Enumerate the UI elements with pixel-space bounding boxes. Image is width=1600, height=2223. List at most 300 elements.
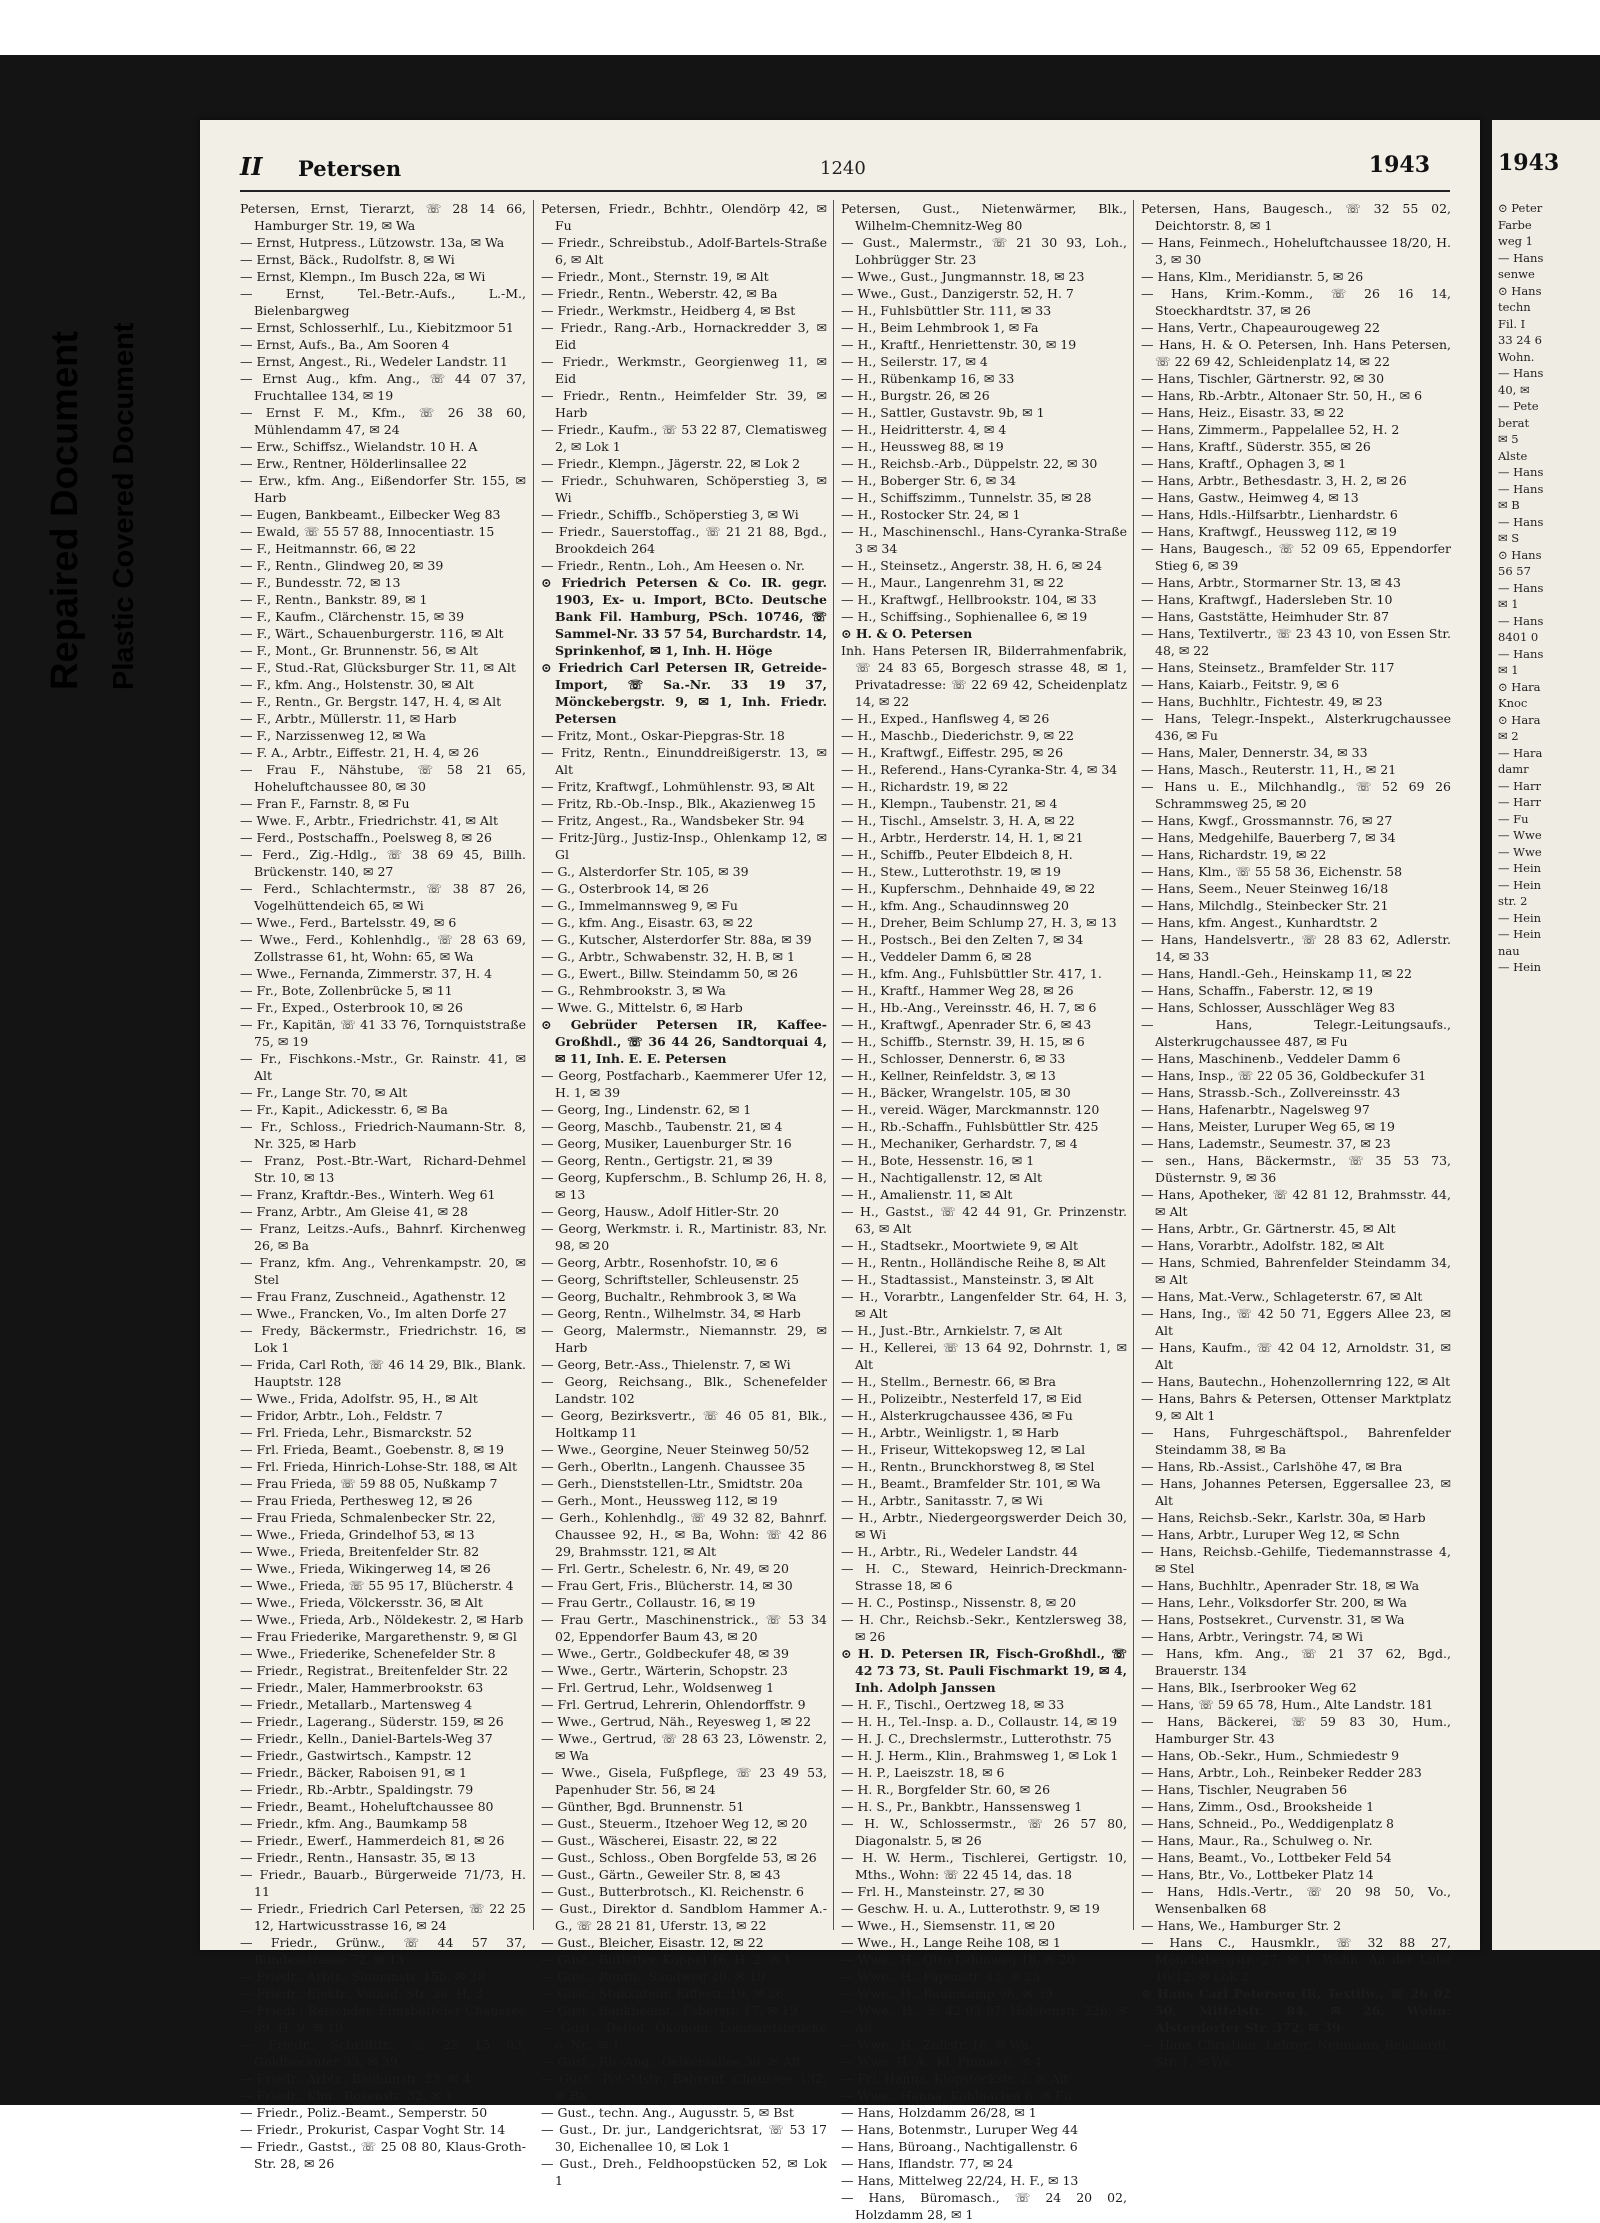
directory-entry: — Wwe., Friederike, Schenefelder Str. 8 (240, 1646, 496, 1661)
directory-entry: — Wwe., H., Papenstr. 43, ✉ 23 (841, 1969, 1041, 1984)
directory-entry: — H., Arbtr., Weinligstr. 1, ✉ Harb (841, 1425, 1059, 1440)
directory-entry: — H., Bote, Hessenstr. 16, ✉ 1 (841, 1153, 1035, 1168)
directory-entry: — Hans, Reichsb.-Gehilfe, Tiedemannstrasse 4, ✉ Stel (1141, 1544, 1451, 1576)
directory-entry: — Hans, Milchdlg., Steinbecker Str. 21 (1141, 898, 1389, 913)
directory-entry: — H., Alsterkrugchaussee 436, ✉ Fu (841, 1408, 1073, 1423)
directory-entry: — Hans, Tischler, Neugraben 56 (1141, 1782, 1348, 1797)
directory-entry: — Gust., Gärtn., Geweiler Str. 8, ✉ 43 (541, 1867, 781, 1882)
directory-entry: — Wwe., H., Zollstr. 16, ✉ Wa (841, 2037, 1029, 2052)
directory-entry: — Ferd., Postschaffn., Poelsweg 8, ✉ 26 (240, 830, 492, 845)
directory-entry: — Georg, Reichsang., Blk., Schenefelder Landstr. 102 (541, 1374, 827, 1406)
directory-entry: — Georg, Schriftsteller, Schleusenstr. 25 (541, 1272, 800, 1287)
directory-entry: — Georg, Maschb., Taubenstr. 21, ✉ 4 (541, 1119, 783, 1134)
directory-entry: — Hans, Gaststätte, Heimhuder Str. 87 (1141, 609, 1390, 624)
directory-entry: — Friedr., Bauarb., Bürgerweide 71/73, H. 11 (240, 1867, 526, 1899)
directory-entry: — Erw., Rentner, Hölderlinsallee 22 (240, 456, 467, 471)
directory-entry: — Frl. Frieda, Beamt., Goebenstr. 8, ✉ 19 (240, 1442, 504, 1457)
next-page-fragment: senwe (1498, 267, 1535, 281)
page-number: 1240 (820, 158, 866, 179)
next-page-fragment: — Hein (1498, 877, 1542, 892)
directory-entry: — Wwe., Frieda, Wikingerweg 14, ✉ 26 (240, 1561, 491, 1576)
directory-entry: — H., Schiffb., Peuter Elbdeich 8, H. (841, 847, 1073, 862)
column-3 (833, 200, 1127, 2222)
directory-entry: — H., Arbtr., Niedergeorgswerder Deich 30, ✉ Wi (841, 1510, 1127, 1542)
directory-entry: — Wwe., Gertrud, ☏ 28 63 23, Löwenstr. 2, ✉ Wa (541, 1731, 827, 1763)
directory-entry: — Hans, Büroang., Nachtigallenstr. 6 (841, 2139, 1078, 2154)
directory-entry: — Hans, Heiz., Eisastr. 33, ✉ 22 (1141, 405, 1345, 420)
directory-entry: — Geschw. H. u. A., Lutterothstr. 9, ✉ 19 (841, 1901, 1100, 1916)
next-page-fragment: — Hans (1498, 250, 1544, 265)
next-page-fragment: str. 2 (1498, 894, 1528, 908)
directory-entry: — H., Polizeibtr., Nesterfeld 17, ✉ Eid (841, 1391, 1082, 1406)
column-4 (1133, 200, 1451, 2069)
directory-entry: — Wwe., Gertr., Wärterin, Schopstr. 23 (541, 1663, 788, 1678)
directory-entry: — Hans, Hdls.-Vertr., ☏ 20 98 50, Vo., Wensenbalken 68 (1141, 1884, 1451, 1916)
directory-entry: — Ernst, Aufs., Ba., Am Sooren 4 (240, 337, 450, 352)
directory-entry: — Fritz, Angest., Ra., Wandsbeker Str. 94 (541, 813, 805, 828)
directory-entry: — H., Kraftwgf., Hellbrookstr. 104, ✉ 33 (841, 592, 1097, 607)
next-page-fragment: — Hans (1498, 366, 1544, 380)
directory-entry: — Hans, Schmied, Bahrenfelder Steindamm 34, ✉ Alt (1141, 1255, 1451, 1287)
directory-entry: — H., Referend., Hans-Cyranka-Str. 4, ✉ 34 (841, 762, 1118, 777)
directory-entry: — Friedr., Bäcker, Raboisen 91, ✉ 1 (240, 1765, 467, 1780)
directory-entry: — Hans, Botenmstr., Luruper Weg 44 (841, 2122, 1079, 2137)
directory-entry: ⊙ Friedrich Carl Petersen IR, Getreide-Import, ☏ Sa.-Nr. 33 19 37, Mönckebergstr. 9, ✉ 1, Inh. Friedr. Petersen (541, 660, 827, 726)
directory-entry: — H., Schlosser, Dennerstr. 6, ✉ 33 (841, 1051, 1066, 1066)
directory-entry: — Friedr., Mont., Sternstr. 19, ✉ Alt (541, 269, 769, 284)
directory-entry: — Georg, Betr.-Ass., Thielenstr. 7, ✉ Wi (541, 1357, 791, 1372)
directory-entry: — Hans, Textilvertr., ☏ 23 43 10, von Essen Str. 48, ✉ 22 (1141, 626, 1451, 658)
directory-entry: — Friedr., Schuhwaren, Schöperstieg 3, ✉ Wi (541, 473, 827, 505)
directory-entry: — Ernst F. M., Kfm., ☏ 26 38 60, Mühlendamm 47, ✉ 24 (240, 405, 526, 437)
directory-entry: — H., Rentn., Holländische Reihe 8, ✉ Alt (841, 1255, 1106, 1270)
directory-entry: — Frl. H., Mansteinstr. 27, ✉ 30 (841, 1884, 1045, 1899)
directory-entry: — Hans, Klm., ☏ 55 58 36, Eichenstr. 58 (1141, 864, 1403, 879)
directory-entry: — Wwe., H., ☏ 42 02 87, Holstenstr. 226, ✉ Alt (841, 2003, 1127, 2035)
directory-entry: — Wwe. G., Mittelstr. 6, ✉ Harb (541, 1000, 743, 1015)
directory-entry: — sen., Hans, Bäckermstr., ☏ 35 53 73, Düsternstr. 9, ✉ 36 (1141, 1153, 1451, 1185)
directory-entry: — Georg, Werkmstr. i. R., Martinistr. 83, Nr. 98, ✉ 20 (541, 1221, 827, 1253)
next-page-fragment: — Harr (1498, 778, 1542, 793)
plastic-covered-document-label: Plastic Covered Document (108, 322, 140, 690)
directory-entry: Petersen, Gust., Nietenwärmer, Blk., Wilhelm-Chemnitz-Weg 80 (841, 201, 1127, 233)
directory-entry: — Friedr., Elektr., Volksd. Str. 38, H. 3 (240, 1986, 483, 2001)
directory-entry: — Hans, Ob.-Sekr., Hum., Schmiedestr 9 (1141, 1748, 1400, 1763)
directory-entry: — Frau F., Nähstube, ☏ 58 21 65, Hoheluftchaussee 80, ✉ 30 (240, 762, 526, 794)
next-page-fragment: ✉ B (1498, 498, 1520, 512)
directory-entry: — H., Maschb., Diederichstr. 9, ✉ 22 (841, 728, 1075, 743)
directory-entry: — Friedr., kfm. Ang., Baumkamp 58 (240, 1816, 468, 1831)
next-page-fragment: 33 24 6 (1498, 333, 1542, 347)
directory-entry: — Hans, Rb.-Arbtr., Altonaer Str. 50, H., ✉ 6 (1141, 388, 1423, 403)
directory-entry: — Wwe., Frieda, Breitenfelder Str. 82 (240, 1544, 480, 1559)
directory-entry: — Hans, Kraftf., Ophagen 3, ✉ 1 (1141, 456, 1347, 471)
directory-entry: — Hans, Reichsb.-Sekr., Karlstr. 30a, ✉ Harb (1141, 1510, 1426, 1525)
next-page-fragment: ✉ S (1498, 531, 1520, 545)
directory-entry: — Wwe., Gust., Danzigerstr. 52, H. 7 (841, 286, 1074, 301)
directory-entry: — Friedr., Lagerang., Süderstr. 159, ✉ 26 (240, 1714, 504, 1729)
directory-entry: — H., Schiffszimm., Tunnelstr. 35, ✉ 28 (841, 490, 1092, 505)
directory-entry: — Friedr., Werkmstr., Heidberg 4, ✉ Bst (541, 303, 796, 318)
directory-entry: ⊙ Friedrich Petersen & Co. IR. gegr. 1903, Ex- u. Import, BCto. Deutsche Bank Fil. Hamburg, PSch. 10746, ☏ Sammel-Nr. 33 57 54, Burchardstr. 14, Sprinkenhof, ✉ 1, Inh. H. Höge (541, 575, 827, 658)
directory-entry: — Frau Frieda, ☏ 59 88 05, Nußkamp 7 (240, 1476, 498, 1491)
directory-entry: — Wwe., Frieda, ☏ 55 95 17, Blücherstr. 4 (240, 1578, 514, 1593)
directory-entry: — Hans, Johannes Petersen, Eggersallee 23, ✉ Alt (1141, 1476, 1451, 1508)
directory-entry: — Gust., Rentn., Sandweg 40, ✉ 19 (541, 1969, 766, 1984)
directory-entry: — H., Sattler, Gustavstr. 9b, ✉ 1 (841, 405, 1045, 420)
directory-entry: — Gust., Direktor d. Sandblom Hammer A.-G., ☏ 28 21 81, Uferstr. 13, ✉ 22 (541, 1901, 827, 1933)
directory-entry: — H., Beamt., Bramfelder Str. 101, ✉ Wa (841, 1476, 1101, 1491)
directory-entry: — Wwe., Ferd., Kohlenhdlg., ☏ 28 63 69, Zollstrasse 61, ht, Wohn: 65, ✉ Wa (240, 932, 526, 964)
directory-entry: — Hans, Vorarbtr., Adolfstr. 182, ✉ Alt (1141, 1238, 1385, 1253)
directory-entry: — Fran F., Farnstr. 8, ✉ Fu (240, 796, 410, 811)
directory-entry: — Franz, Kraftdr.-Bes., Winterh. Weg 61 (240, 1187, 496, 1202)
column-2 (533, 200, 827, 2188)
directory-entry: — Frau Gertr., Maschinenstrick., ☏ 53 34 02, Eppendorfer Baum 43, ✉ 20 (541, 1612, 827, 1644)
directory-entry: — Franz, Arbtr., Am Gleise 41, ✉ 28 (240, 1204, 468, 1219)
directory-entry: — Friedr., Rentn., Heimfelder Str. 39, ✉ Harb (541, 388, 827, 420)
directory-entry: — Hans, Zimm., Osd., Brooksheide 1 (1141, 1799, 1375, 1814)
directory-entry: — Gerh., Kohlenhdlg., ☏ 49 32 82, Bahnrf. Chaussee 92, H., ✉ Ba, Wohn: ☏ 42 86 29, Brahmsstr. 121, ✉ Alt (541, 1510, 827, 1559)
directory-entry: — Georg, Buchaltr., Rehmbrook 3, ✉ Wa (541, 1289, 797, 1304)
directory-entry: — Wwe., Ferd., Bartelsstr. 49, ✉ 6 (240, 915, 457, 930)
next-page-fragment: — Hein (1498, 927, 1542, 941)
directory-entry: — Friedr., Ewerf., Hammerdeich 81, ✉ 26 (240, 1833, 505, 1848)
directory-entry: — Friedr., Rang.-Arb., Hornackredder 3, ✉ Eid (541, 320, 827, 352)
directory-entry: — Georg, Musiker, Lauenburger Str. 16 (541, 1136, 792, 1151)
directory-entry: — Friedr., Rentn., Hansastr. 35, ✉ 13 (240, 1850, 476, 1865)
directory-entry: — Wwe., Francken, Vo., Im alten Dorfe 27 (240, 1306, 507, 1321)
directory-entry: — Frau Frieda, Schmalenbecker Str. 22, (240, 1510, 496, 1525)
directory-entry: — Hans, Arbtr., Loh., Reinbeker Redder 283 (1141, 1765, 1422, 1780)
directory-entry: — Gerh., Dienststellen-Ltr., Smidtstr. 20a (541, 1476, 803, 1491)
directory-entry: — Hans, Medgehilfe, Bauerberg 7, ✉ 34 (1141, 830, 1396, 845)
directory-page (200, 120, 1480, 2222)
directory-entry: — Ernst, Klempn., Im Busch 22a, ✉ Wi (240, 269, 486, 284)
directory-entry: — Friedr., Kaufm., ☏ 53 22 87, Clematisweg 2, ✉ Lok 1 (541, 422, 827, 454)
directory-entry: — Friedr., Beamt., Hoheluftchaussee 80 (240, 1799, 494, 1814)
directory-entry: — H. W., Schlossermstr., ☏ 26 57 80, Diagonalstr. 5, ✉ 26 (841, 1816, 1127, 1848)
directory-entry: — G., Osterbrook 14, ✉ 26 (541, 881, 709, 896)
directory-entry: — Hans C., Hausmklr., ☏ 32 88 27, Mönckebergstr. 27, ✉ 1, Wohn. An der Lohe 10/12, ✉ Lok 2 (1141, 1935, 1451, 1984)
directory-entry: — Friedr., Schreibstub., Adolf-Bartels-Straße 6, ✉ Alt (541, 235, 827, 267)
directory-entry: — Wwe., Hanna, Kohlgarten 8, ✉ Fu (841, 2088, 1072, 2103)
next-page-year: 1943 (1498, 150, 1560, 176)
next-page-fragment: ✉ 5 (1498, 432, 1519, 446)
directory-entry: — G., Immelmannsweg 9, ✉ Fu (541, 898, 738, 913)
directory-entry: — Fr., Fischkons.-Mstr., Gr. Rainstr. 41, ✉ Alt (240, 1051, 526, 1083)
directory-entry: — Hans, kfm. Angest., Kunhardtstr. 2 (1141, 915, 1378, 930)
directory-entry: — F., Kaufm., Clärchenstr. 15, ✉ 39 (240, 609, 465, 624)
directory-entry: — G., Arbtr., Schwabenstr. 32, H. B, ✉ 1 (541, 949, 795, 964)
directory-entry: — Gerh., Mont., Heussweg 112, ✉ 19 (541, 1493, 778, 1508)
directory-entry: — Hans, Kraftwgf., Hadersleben Str. 10 (1141, 592, 1393, 607)
directory-entry: — H., Arbtr., Sanitasstr. 7, ✉ Wi (841, 1493, 1043, 1508)
directory-entry: — Hans, Kwgf., Grossmannstr. 76, ✉ 27 (1141, 813, 1393, 828)
directory-entry: — F., Stud.-Rat, Glücksburger Str. 11, ✉ Alt (240, 660, 516, 675)
directory-entry: — H., Boberger Str. 6, ✉ 34 (841, 473, 1017, 488)
page-header (240, 150, 1450, 192)
directory-entry: — Erw., Schiffsz., Wielandstr. 10 H. A (240, 439, 478, 454)
next-page-fragment: — Hans (1498, 514, 1544, 529)
next-page-fragment: ⊙ Hans (1498, 283, 1542, 298)
next-page-fragment: Farbe (1498, 217, 1532, 232)
directory-entry: — H. J. Herm., Klin., Brahmsweg 1, ✉ Lok 1 (841, 1748, 1119, 1763)
directory-entry: — F., kfm. Ang., Holstenstr. 30, ✉ Alt (240, 677, 474, 692)
directory-entry: — Hans, Handelsvertr., ☏ 28 83 62, Adlerstr. 14, ✉ 33 (1141, 932, 1451, 964)
directory-entry: — Friedr., Rb.-Arbtr., Spaldingstr. 79 (240, 1782, 474, 1797)
directory-entry: — Hans, Maschinenb., Veddeler Damm 6 (1141, 1051, 1401, 1066)
directory-entry: — F., Wärt., Schauenburgerstr. 116, ✉ Alt (240, 626, 504, 641)
directory-entry: — Gust., Detlof, Ökonom, Lombardsbrücke o. Nr., ✉ 1 (541, 2020, 827, 2052)
directory-entry: — H., Beim Lehmbrook 1, ✉ Fa (841, 320, 1039, 335)
directory-entry: — Hans, Tischler, Gärtnerstr. 92, ✉ 30 (1141, 371, 1385, 386)
directory-entry: Petersen, Ernst, Tierarzt, ☏ 28 14 66, Hamburger Str. 19, ✉ Wa (240, 201, 526, 233)
directory-entry: — Hans, ☏ 59 65 78, Hum., Alte Landstr. 181 (1141, 1697, 1434, 1712)
directory-entry: — Ernst, Hutpress., Lützowstr. 13a, ✉ Wa (240, 235, 505, 250)
directory-entry: — H., Heussweg 88, ✉ 19 (841, 439, 1004, 454)
directory-entry: — Hans, Masch., Reuterstr. 11, H., ✉ 21 (1141, 762, 1397, 777)
directory-entry: — Fr., Lange Str. 70, ✉ Alt (240, 1085, 408, 1100)
directory-entry: — Frau Franz, Zuschneid., Agathenstr. 12 (240, 1289, 506, 1304)
directory-entry: — Fr., Bote, Zollenbrücke 5, ✉ 11 (240, 983, 453, 998)
directory-entry: — Fritz, Rb.-Ob.-Insp., Blk., Akazienweg 15 (541, 796, 816, 811)
directory-entry: — Gust., Pol.-Mstr., Bahrenf. Chaussee 132, ✉ Ba (541, 2071, 827, 2103)
next-page-fragment: nau (1498, 943, 1520, 958)
directory-entry: — Georg, Hausw., Adolf Hitler-Str. 20 (541, 1204, 779, 1219)
directory-entry: — Friedr., Grünw., ☏ 44 57 37, Bundesstrasse 72, ✉ 13 (240, 1935, 526, 1967)
directory-entry: — Ernst Aug., kfm. Ang., ☏ 44 07 37, Fruchtallee 134, ✉ 19 (240, 371, 526, 403)
next-page-fragment: — Hein (1498, 960, 1542, 974)
directory-entry: — Günther, Bgd. Brunnenstr. 51 (541, 1799, 745, 1814)
directory-entry: — H., Kraftwgf., Apenrader Str. 6, ✉ 43 (841, 1017, 1092, 1032)
next-page-fragment: — Wwe (1498, 844, 1542, 859)
next-page-fragment: ⊙ Hara (1498, 679, 1541, 694)
directory-entry: ⊙ Gebrüder Petersen IR, Kaffee-Großhdl., ☏ 36 44 26, Sandtorquai 4, ✉ 11, Inh. E. E. Petersen (541, 1017, 827, 1066)
directory-entry: — Friedr., Sauerstoffag., ☏ 21 21 88, Bgd., Brookdeich 264 (541, 524, 827, 556)
directory-entry: — H., Kraftwgf., Eiffestr. 295, ✉ 26 (841, 745, 1064, 760)
directory-entry: — Hans, Arbtr., Gr. Gärtnerstr. 45, ✉ Alt (1141, 1221, 1396, 1236)
directory-entry: — Wwe., H., Lange Reihe 108, ✉ 1 (841, 1935, 1061, 1950)
directory-entry: — F., Narzissenweg 12, ✉ Wa (240, 728, 426, 743)
directory-entry: — H., Rb.-Schaffn., Fuhlsbüttler Str. 425 (841, 1119, 1099, 1134)
directory-entry: — H., Stadtsekr., Moortwiete 9, ✉ Alt (841, 1238, 1078, 1253)
directory-entry: ⊙ Hans Carl Petersen IR, Textilw., ☏ 26 02 50, Mittelstr. 84, ✉ 26, Wohn: Alsterdorfer Str. 372, ✉ 39 (1141, 1986, 1451, 2035)
directory-entry: — Gust., Butterbrotsch., Kl. Reichenstr. 6 (541, 1884, 804, 1899)
directory-entry: — H. J. C., Drechslermstr., Lutterothstr. 75 (841, 1731, 1112, 1746)
directory-entry: — Hans, Steinsetz., Bramfelder Str. 117 (1141, 660, 1395, 675)
directory-entry: — Friedr., Schriftltr., ☏ 22 15 03, Goldbeckufer 33, ✉ 39 (240, 2037, 526, 2069)
directory-entry: — Wwe., H., Baumkamp 98, ✉ 39 (841, 1986, 1053, 2001)
directory-entry: — H., Heidritterstr. 4, ✉ 4 (841, 422, 1007, 437)
directory-entry: — Hans, Strassb.-Sch., Zollvereinsstr. 43 (1141, 1085, 1401, 1100)
directory-entry: — Friedr., Gastwirtsch., Kampstr. 12 (240, 1748, 472, 1763)
directory-entry: — Friedr., Maler, Hammerbrookstr. 63 (240, 1680, 484, 1695)
directory-entry: — Hans, H. & O. Petersen, Inh. Hans Petersen, ☏ 22 69 42, Schleidenplatz 14, ✉ 22 (1141, 337, 1451, 369)
directory-entry: — Frau Frieda, Perthesweg 12, ✉ 26 (240, 1493, 473, 1508)
next-page-fragment: Alste (1498, 448, 1528, 463)
directory-entry: — H., Steinsetz., Angerstr. 38, H. 6, ✉ 24 (841, 558, 1103, 573)
directory-entry: ⊙ H. & O. Petersen (841, 626, 973, 641)
directory-entry: — H., Exped., Hanflsweg 4, ✉ 26 (841, 711, 1050, 726)
directory-entry: — H. F., Tischl., Oertzweg 18, ✉ 33 (841, 1697, 1065, 1712)
directory-entry: — Hans, Gastw., Heimweg 4, ✉ 13 (1141, 490, 1359, 505)
directory-entry: — Franz, Post.-Btr.-Wart, Richard-Dehmel Str. 10, ✉ 13 (240, 1153, 526, 1185)
next-page-fragment: techn (1498, 300, 1531, 314)
directory-entry: — Fredy, Bäckermstr., Friedrichstr. 16, ✉ Lok 1 (240, 1323, 526, 1355)
directory-entry: — Gust., Stukkateur, Eiffestr. 19, ✉ 26 (541, 1986, 784, 2001)
directory-entry: — Frl. Gertrud, Lehr., Woldsenweg 1 (541, 1680, 775, 1695)
directory-entry: ⊙ H. D. Petersen IR, Fisch-Großhdl., ☏ 42 73 73, St. Pauli Fischmarkt 19, ✉ 4, Inh. Adolph Janssen (841, 1646, 1127, 1695)
directory-entry: — Franz, Leitzs.-Aufs., Bahnrf. Kirchenweg 26, ✉ Ba (240, 1221, 526, 1253)
directory-entry: — Friedr., Registrat., Breitenfelder Str. 22 (240, 1663, 509, 1678)
directory-entry: — H., vereid. Wäger, Marckmannstr. 120 (841, 1102, 1100, 1117)
directory-entry: — Gust., Schloss., Oben Borgfelde 53, ✉ 26 (541, 1850, 817, 1865)
directory-entry: — H., Reichsb.-Arb., Düppelstr. 22, ✉ 30 (841, 456, 1098, 471)
directory-entry: — Fr., Schloss., Friedrich-Naumann-Str. 8, Nr. 325, ✉ Harb (240, 1119, 526, 1151)
directory-entry: — F., Arbtr., Müllerstr. 11, ✉ Harb (240, 711, 457, 726)
directory-entry: — Gust., Dr. jur., Landgerichtsrat, ☏ 53 17 30, Eichenallee 10, ✉ Lok 1 (541, 2122, 827, 2154)
directory-entry: — Frau Gert, Fris., Blücherstr. 14, ✉ 30 (541, 1578, 793, 1593)
directory-entry: — Frau Gertr., Collaustr. 16, ✉ 19 (541, 1595, 756, 1610)
directory-entry: — Georg, Rentn., Wilhelmstr. 34, ✉ Harb (541, 1306, 801, 1321)
directory-entry: — G., Ewert., Billw. Steindamm 50, ✉ 26 (541, 966, 798, 981)
next-page-fragment: ✉ 2 (1498, 729, 1519, 743)
directory-entry: — Frl. Frieda, Hinrich-Lohse-Str. 188, ✉ Alt (240, 1459, 518, 1474)
directory-entry: — Frau Friederike, Margarethenstr. 9, ✉ Gl (240, 1629, 517, 1644)
directory-entry: — H., Stellm., Bernestr. 66, ✉ Bra (841, 1374, 1056, 1389)
next-page-fragment: weg 1 (1498, 234, 1533, 248)
side-labels (40, 190, 190, 710)
directory-columns (240, 200, 1451, 2222)
section-number: II (240, 152, 263, 181)
directory-entry: — H., Stew., Lutterothstr. 19, ✉ 19 (841, 864, 1061, 879)
year-label: 1943 (1368, 152, 1430, 178)
directory-entry: — Hans, Baugesch., ☏ 52 09 65, Eppendorfer Stieg 6, ✉ 39 (1141, 541, 1451, 573)
directory-entry: — H. W. Herm., Tischlerei, Gertigstr. 10, Mths., Wohn: ☏ 22 45 14, das. 18 (841, 1850, 1127, 1882)
directory-entry: — Georg, Postfacharb., Kaemmerer Ufer 12, H. 1, ✉ 39 (541, 1068, 827, 1100)
directory-entry: — F., Bundesstr. 72, ✉ 13 (240, 575, 401, 590)
directory-entry: — Hans, Meister, Luruper Weg 65, ✉ 19 (1141, 1119, 1395, 1134)
directory-entry: — F., Rentn., Glindweg 20, ✉ 39 (240, 558, 444, 573)
directory-entry: — F., Rentn., Bankstr. 89, ✉ 1 (240, 592, 428, 607)
directory-entry: — Hans, Postsekret., Curvenstr. 31, ✉ Wa (1141, 1612, 1405, 1627)
next-page-fragment: ⊙ Hara (1498, 712, 1541, 727)
directory-entry: — Hans, Telegr.-Leitungsaufs., Alsterkrugchaussee 487, ✉ Fu (1141, 1017, 1451, 1049)
directory-entry: — Hans, Zimmerm., Pappelallee 52, H. 2 (1141, 422, 1400, 437)
directory-entry: — Ernst, Bäck., Rudolfstr. 8, ✉ Wi (240, 252, 455, 267)
directory-entry: — Georg, Rentn., Gertigstr. 21, ✉ 39 (541, 1153, 773, 1168)
directory-entry: — H., Just.-Btr., Arnkielstr. 7, ✉ Alt (841, 1323, 1063, 1338)
directory-entry: — Friedr., Friedrich Carl Petersen, ☏ 22 25 12, Hartwicusstrasse 16, ✉ 24 (240, 1901, 526, 1933)
next-page-fragment: — Hans (1498, 481, 1544, 496)
directory-entry: — H., Veddeler Damm 6, ✉ 28 (841, 949, 1032, 964)
repaired-document-label: Repaired Document (44, 331, 86, 690)
directory-entry: — Eugen, Bankbeamt., Eilbecker Weg 83 (240, 507, 501, 522)
directory-entry: — Hans, Insp., ☏ 22 05 36, Goldbeckufer 31 (1141, 1068, 1427, 1083)
directory-entry: — Fritz-Jürg., Justiz-Insp., Ohlenkamp 12, ✉ Gl (541, 830, 827, 862)
next-page-fragment: — Hans (1498, 646, 1544, 661)
directory-entry: — H., Rentn., Brunckhorstweg 8, ✉ Stel (841, 1459, 1095, 1474)
directory-entry: — Hans, Beamt., Vo., Lottbeker Feld 54 (1141, 1850, 1392, 1865)
directory-entry: — H., Mechaniker, Gerhardstr. 7, ✉ 4 (841, 1136, 1078, 1151)
directory-entry: — Hans, Vertr., Chapeaurougeweg 22 (1141, 320, 1380, 335)
directory-entry: — H., Vorarbtr., Langenfelder Str. 64, H. 3, ✉ Alt (841, 1289, 1127, 1321)
directory-entry: — Ferd., Schlachtermstr., ☏ 38 87 26, Vogelhüttendeich 65, ✉ Wi (240, 881, 526, 913)
directory-entry: — Fritz, Mont., Oskar-Piepgras-Str. 18 (541, 728, 785, 743)
directory-entry: — Hans, Bautechn., Hohenzollernring 122, ✉ Alt (1141, 1374, 1451, 1389)
directory-entry: — Wwe., Frida, Adolfstr. 95, H., ✉ Alt (240, 1391, 478, 1406)
directory-entry: — Hans, Ing., ☏ 42 50 71, Eggers Allee 23, ✉ Alt (1141, 1306, 1451, 1338)
directory-entry: — Wwe., H., Otto Lehmweg 18, ✉ 20 (841, 1952, 1075, 1967)
directory-entry: — Friedr., Arbtr., Balduinstr. 23, ✉ 4 (240, 2071, 471, 2086)
directory-entry: — F. A., Arbtr., Eiffestr. 21, H. 4, ✉ 26 (240, 745, 479, 760)
directory-entry: — H., Kraftf., Hammer Weg 28, ✉ 26 (841, 983, 1074, 998)
directory-entry: — Georg, Bezirksvertr., ☏ 46 05 81, Blk., Holtkamp 11 (541, 1408, 827, 1440)
directory-entry: — Hans, Arbtr., Luruper Weg 12, ✉ Schn (1141, 1527, 1400, 1542)
directory-entry: — H., Dreher, Beim Schlump 27, H. 3, ✉ 13 (841, 915, 1117, 930)
directory-entry: — F., Rentn., Gr. Bergstr. 147, H. 4, ✉ Alt (240, 694, 502, 709)
directory-entry: — Ernst, Angest., Ri., Wedeler Landstr. 11 (240, 354, 508, 369)
directory-entry: — Fr., Kapitän, ☏ 41 33 76, Tornquiststraße 75, ✉ 19 (240, 1017, 526, 1049)
directory-entry: — Frida, Carl Roth, ☏ 46 14 29, Blk., Blank. Hauptstr. 128 (240, 1357, 526, 1389)
directory-entry: — Hans, Kaiarb., Feitstr. 9, ✉ 6 (1141, 677, 1340, 692)
directory-entry: — Ernst, Schlosserhlf., Lu., Kiebitzmoor 51 (240, 320, 514, 335)
directory-entry: — Hans, Fuhrgeschäftspol., Bahrenfelder Steindamm 38, ✉ Ba (1141, 1425, 1451, 1457)
directory-entry: — Hans, Seem., Neuer Steinweg 16/18 (1141, 881, 1389, 896)
directory-entry: — H. Chr., Reichsb.-Sekr., Kentzlersweg 38, ✉ 26 (841, 1612, 1127, 1644)
next-page-fragment: 40, ✉ (1498, 382, 1530, 397)
next-page-fragment: damr (1498, 762, 1529, 776)
directory-entry: — Wwe., Gertrud, Näh., Reyesweg 1, ✉ 22 (541, 1714, 812, 1729)
directory-entry: — H., Klempn., Taubenstr. 21, ✉ 4 (841, 796, 1058, 811)
directory-entry: Petersen, Hans, Baugesch., ☏ 32 55 02, Deichtorstr. 8, ✉ 1 (1141, 201, 1451, 233)
directory-entry: — Frl. Frieda, Lehr., Bismarckstr. 52 (240, 1425, 473, 1440)
next-page-fragment: ✉ 1 (1498, 663, 1519, 677)
directory-entry: — Gust., Wäscherei, Eisastr. 22, ✉ 22 (541, 1833, 778, 1848)
directory-entry: — Gust., Butletter, Koppel 46, H. 2, ✉ 1 (541, 1952, 792, 1967)
directory-entry: — Hans, Klm., Meridianstr. 5, ✉ 26 (1141, 269, 1364, 284)
next-page-fragment: berat (1498, 415, 1530, 430)
directory-entry: — H., Friseur, Wittekopsweg 12, ✉ Lal (841, 1442, 1086, 1457)
directory-entry: — G., Alsterdorfer Str. 105, ✉ 39 (541, 864, 749, 879)
directory-entry: — Hans, Maur., Ra., Schulweg o. Nr. (1141, 1833, 1373, 1848)
directory-entry: — Hans, Rb.-Assist., Carlshöhe 47, ✉ Bra (1141, 1459, 1403, 1474)
directory-entry: — H. H., Tel.-Insp. a. D., Collaustr. 14, ✉ 19 (841, 1714, 1118, 1729)
next-page-fragment: — Hans (1498, 580, 1544, 595)
directory-entry: — Fr., Exped., Osterbrook 10, ✉ 26 (240, 1000, 464, 1015)
directory-entry: — Hans, Buchhltr., Fichtestr. 49, ✉ 23 (1141, 694, 1383, 709)
directory-entry: — G., kfm. Ang., Eisastr. 63, ✉ 22 (541, 915, 754, 930)
directory-entry: — Gust., Dreh., Feldhoopstücken 52, ✉ Lok 1 (541, 2156, 827, 2188)
next-page-fragment: ⊙ Hans (1498, 547, 1542, 562)
directory-entry: — Georg, Malermstr., Niemannstr. 29, ✉ Harb (541, 1323, 827, 1355)
directory-entry: — H., Gastst., ☏ 42 44 91, Gr. Prinzenstr. 63, ✉ Alt (841, 1204, 1127, 1236)
directory-entry: — Gust., techn. Ang., Augusstr. 5, ✉ Bst (541, 2105, 794, 2120)
directory-entry: — Hans, Buchhltr., Apenrader Str. 18, ✉ Wa (1141, 1578, 1420, 1593)
directory-entry: — Hans, Kaufm., ☏ 42 04 12, Arnoldstr. 31, ✉ Alt (1141, 1340, 1451, 1372)
directory-entry: — Hans, Lehr., Volksdorfer Str. 200, ✉ Wa (1141, 1595, 1407, 1610)
directory-entry: — Hans, Kraftwgf., Heussweg 112, ✉ 19 (1141, 524, 1397, 539)
page-title: Petersen (298, 156, 402, 181)
next-page-fragment: — Wwe (1498, 828, 1542, 842)
directory-entry: — Friedr., Klempn., Jägerstr. 22, ✉ Lok 2 (541, 456, 801, 471)
next-page-fragments (1498, 200, 1600, 976)
next-page-fragment: — Fu (1498, 811, 1529, 826)
directory-entry: — H., Hb.-Ang., Vereinsstr. 46, H. 7, ✉ 6 (841, 1000, 1097, 1015)
directory-entry: — Gust., Malermstr., ☏ 21 30 93, Loh., Lohbrügger Str. 23 (841, 235, 1127, 267)
directory-entry: — Hans, Richardstr. 19, ✉ 22 (1141, 847, 1327, 862)
